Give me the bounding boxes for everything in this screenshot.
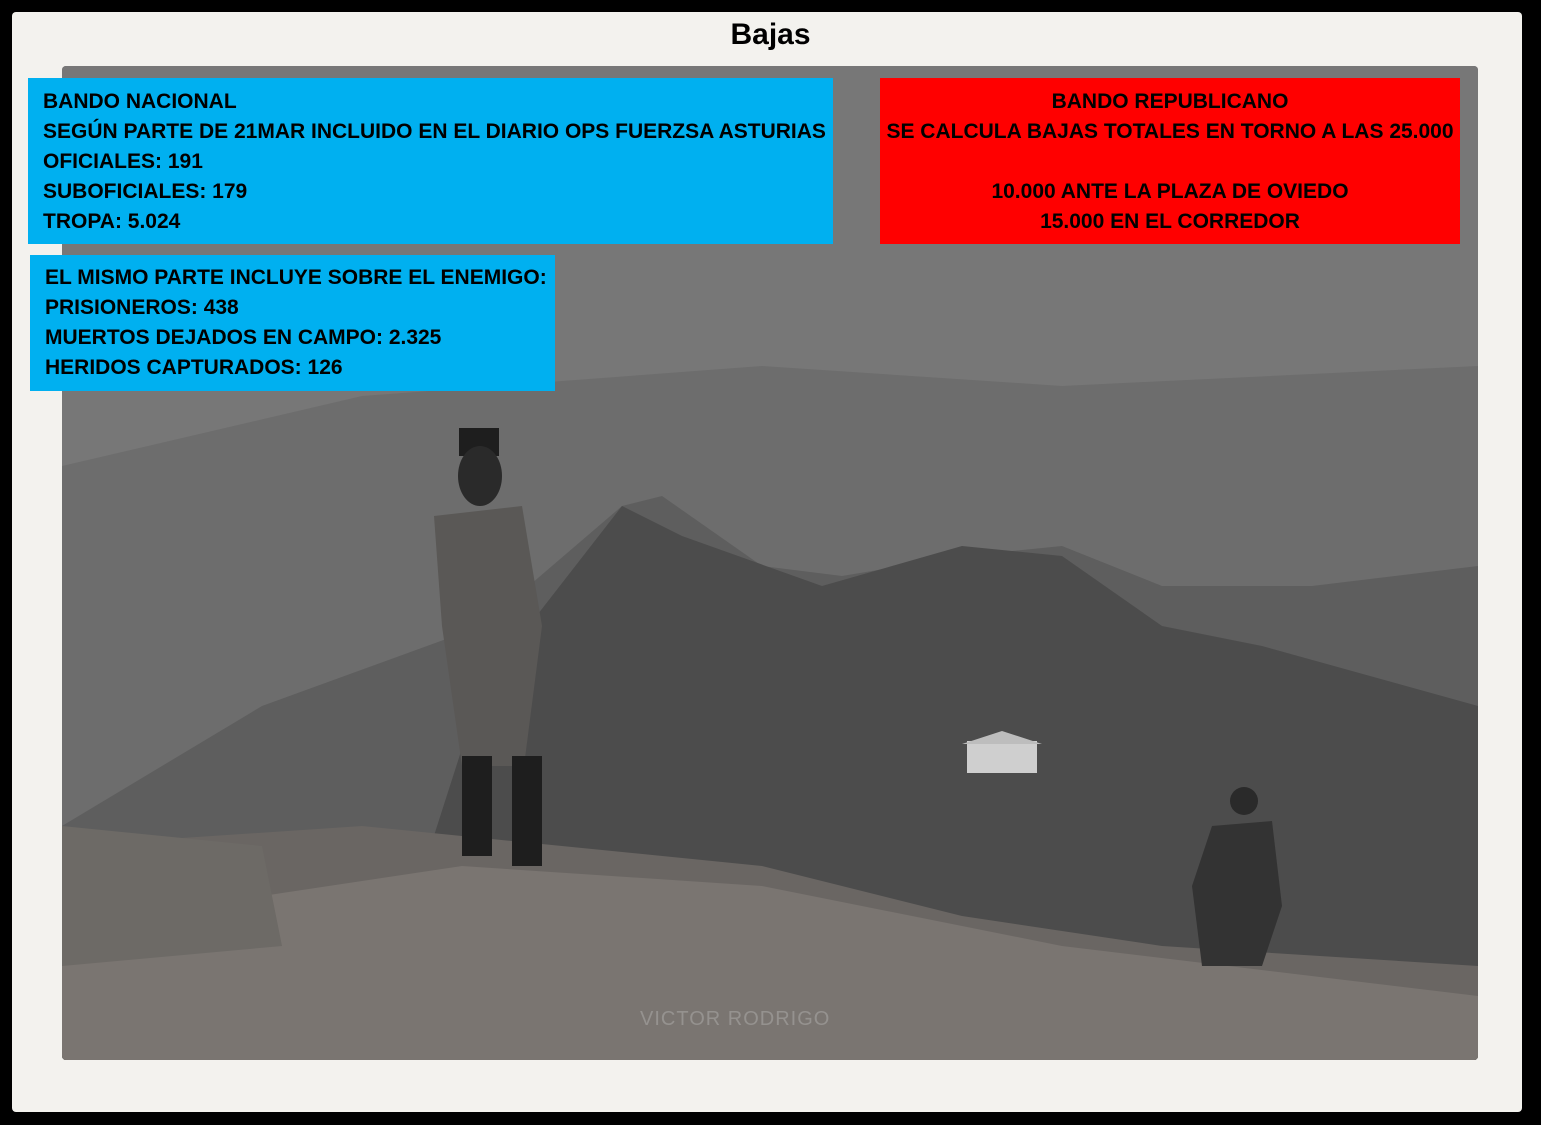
bando-republicano-box bbox=[880, 78, 1460, 244]
republicano-corredor: 15.000 EN EL CORREDOR bbox=[1040, 210, 1300, 233]
nacional-oficiales: OFICIALES: 191 bbox=[43, 150, 203, 173]
republicano-heading: BANDO REPUBLICANO bbox=[1051, 90, 1289, 113]
republicano-oviedo: 10.000 ANTE LA PLAZA DE OVIEDO bbox=[991, 180, 1349, 203]
photo-credit-watermark: VICTOR RODRIGO bbox=[640, 1008, 831, 1030]
nacional-source: SEGÚN PARTE DE 21MAR INCLUIDO EN EL DIARIO OPS FUERZSA ASTURIAS bbox=[43, 120, 826, 143]
page-title: Bajas bbox=[730, 18, 811, 51]
republicano-spacer bbox=[885, 147, 1455, 177]
enemigo-heridos: HERIDOS CAPTURADOS: 126 bbox=[45, 356, 343, 379]
enemigo-muertos: MUERTOS DEJADOS EN CAMPO: 2.325 bbox=[45, 326, 442, 349]
enemigo-box bbox=[30, 255, 555, 391]
republicano-total: SE CALCULA BAJAS TOTALES EN TORNO A LAS 25.000 bbox=[886, 120, 1454, 143]
enemigo-heading: EL MISMO PARTE INCLUYE SOBRE EL ENEMIGO: bbox=[45, 266, 547, 289]
nacional-tropa: TROPA: 5.024 bbox=[43, 210, 181, 233]
enemigo-prisioneros: PRISIONEROS: 438 bbox=[45, 296, 239, 319]
bando-nacional-box bbox=[28, 78, 833, 244]
nacional-suboficiales: SUBOFICIALES: 179 bbox=[43, 180, 248, 203]
nacional-heading: BANDO NACIONAL bbox=[43, 90, 237, 113]
